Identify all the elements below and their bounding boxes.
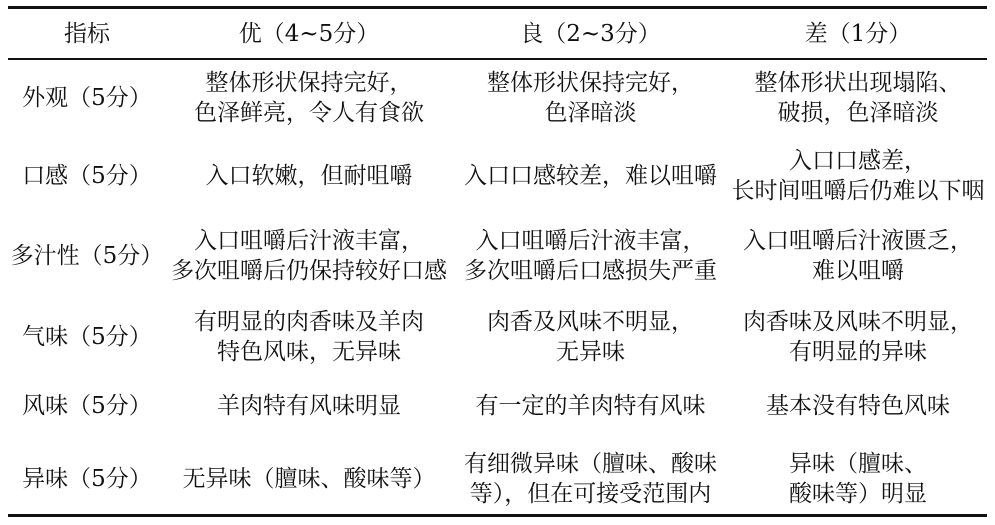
cell-indicator: 口感（5分） <box>22 163 152 189</box>
header-row <box>8 9 987 58</box>
cell-line: 难以咀嚼 <box>812 257 904 284</box>
cell-poor <box>729 138 987 214</box>
cell-good <box>452 214 729 297</box>
cell-poor <box>729 58 987 138</box>
cell-line: 羊肉特有风味明显 <box>217 393 401 419</box>
header-good: 良（2~3分） <box>520 20 661 47</box>
cell-line: 入口咀嚼后汁液匮乏， <box>743 227 973 254</box>
table-row <box>8 58 987 138</box>
table-row <box>8 377 987 435</box>
cell-indicator: 多汁性（5分） <box>10 242 164 269</box>
cell-excellent <box>166 138 452 214</box>
header-poor: 差（1分） <box>804 20 912 47</box>
cell-line: 异味（膻味、 <box>789 451 927 477</box>
cell-good <box>452 435 729 523</box>
cell-line: 破损，色泽暗淡 <box>777 100 939 126</box>
cell-line: 色泽鲜亮，令人有食欲 <box>194 100 424 126</box>
cell-good <box>452 297 729 377</box>
cell-line: 整体形状出现塌陷、 <box>754 70 962 96</box>
cell-line: 入口口感较差，难以咀嚼 <box>464 163 717 189</box>
cell-line: 特色风味，无异味 <box>217 339 401 365</box>
table-row <box>8 435 987 523</box>
cell-poor <box>729 377 987 435</box>
cell-good <box>452 58 729 138</box>
cell-line: 肉香味及风味不明显， <box>743 309 973 335</box>
cell-poor <box>729 297 987 377</box>
cell-excellent <box>166 297 452 377</box>
cell-good <box>452 377 729 435</box>
cell-line: 整体形状保持完好， <box>205 70 413 96</box>
cell-indicator: 风味（5分） <box>22 393 152 419</box>
cell-line: 酸味等）明显 <box>789 481 927 507</box>
cell-line: 无异味（膻味、酸味等） <box>182 466 436 492</box>
cell-line: 整体形状保持完好， <box>487 70 694 96</box>
cell-line: 肉香及风味不明显， <box>487 309 694 335</box>
cell-line: 入口咀嚼后汁液丰富， <box>475 227 706 254</box>
header-excellent: 优（4~5分） <box>238 20 380 47</box>
table-row <box>8 214 987 297</box>
cell-line: 有明显的异味 <box>789 339 927 365</box>
table-body <box>8 58 987 523</box>
header-indicator: 指标 <box>64 20 110 47</box>
cell-line: 有细微异味（膻味、酸味 <box>464 451 717 477</box>
cell-line: 有明显的肉香味及羊肉 <box>194 309 424 335</box>
cell-excellent <box>166 377 452 435</box>
cell-line: 长时间咀嚼后仍难以下咽 <box>731 178 985 204</box>
cell-line: 入口软嫩，但耐咀嚼 <box>205 163 413 189</box>
cell-poor <box>729 435 987 523</box>
cell-line: 多次咀嚼后仍保持较好口感 <box>171 257 447 284</box>
cell-line: 无异味 <box>556 339 625 365</box>
table-row <box>8 297 987 377</box>
cell-line: 有一定的羊肉特有风味 <box>475 393 706 419</box>
cell-line: 多次咀嚼后口感损失严重 <box>464 257 717 284</box>
cell-indicator: 气味（5分） <box>22 324 152 350</box>
cell-line: 等），但在可接受范围内 <box>469 481 712 507</box>
cell-line: 入口口感差， <box>789 148 927 174</box>
cell-indicator: 异味（5分） <box>22 466 152 492</box>
cell-line: 色泽暗淡 <box>544 100 637 126</box>
cell-poor <box>729 214 987 297</box>
cell-line: 基本没有特色风味 <box>766 393 950 419</box>
cell-excellent <box>166 214 452 297</box>
cell-line: 入口咀嚼后汁液丰富， <box>194 227 424 254</box>
cell-excellent <box>166 435 452 523</box>
cell-excellent <box>166 58 452 138</box>
table-header <box>8 9 987 58</box>
cell-good <box>452 138 729 214</box>
sensory-evaluation-table <box>8 9 987 523</box>
cell-indicator: 外观（5分） <box>22 85 152 111</box>
table-row <box>8 138 987 214</box>
